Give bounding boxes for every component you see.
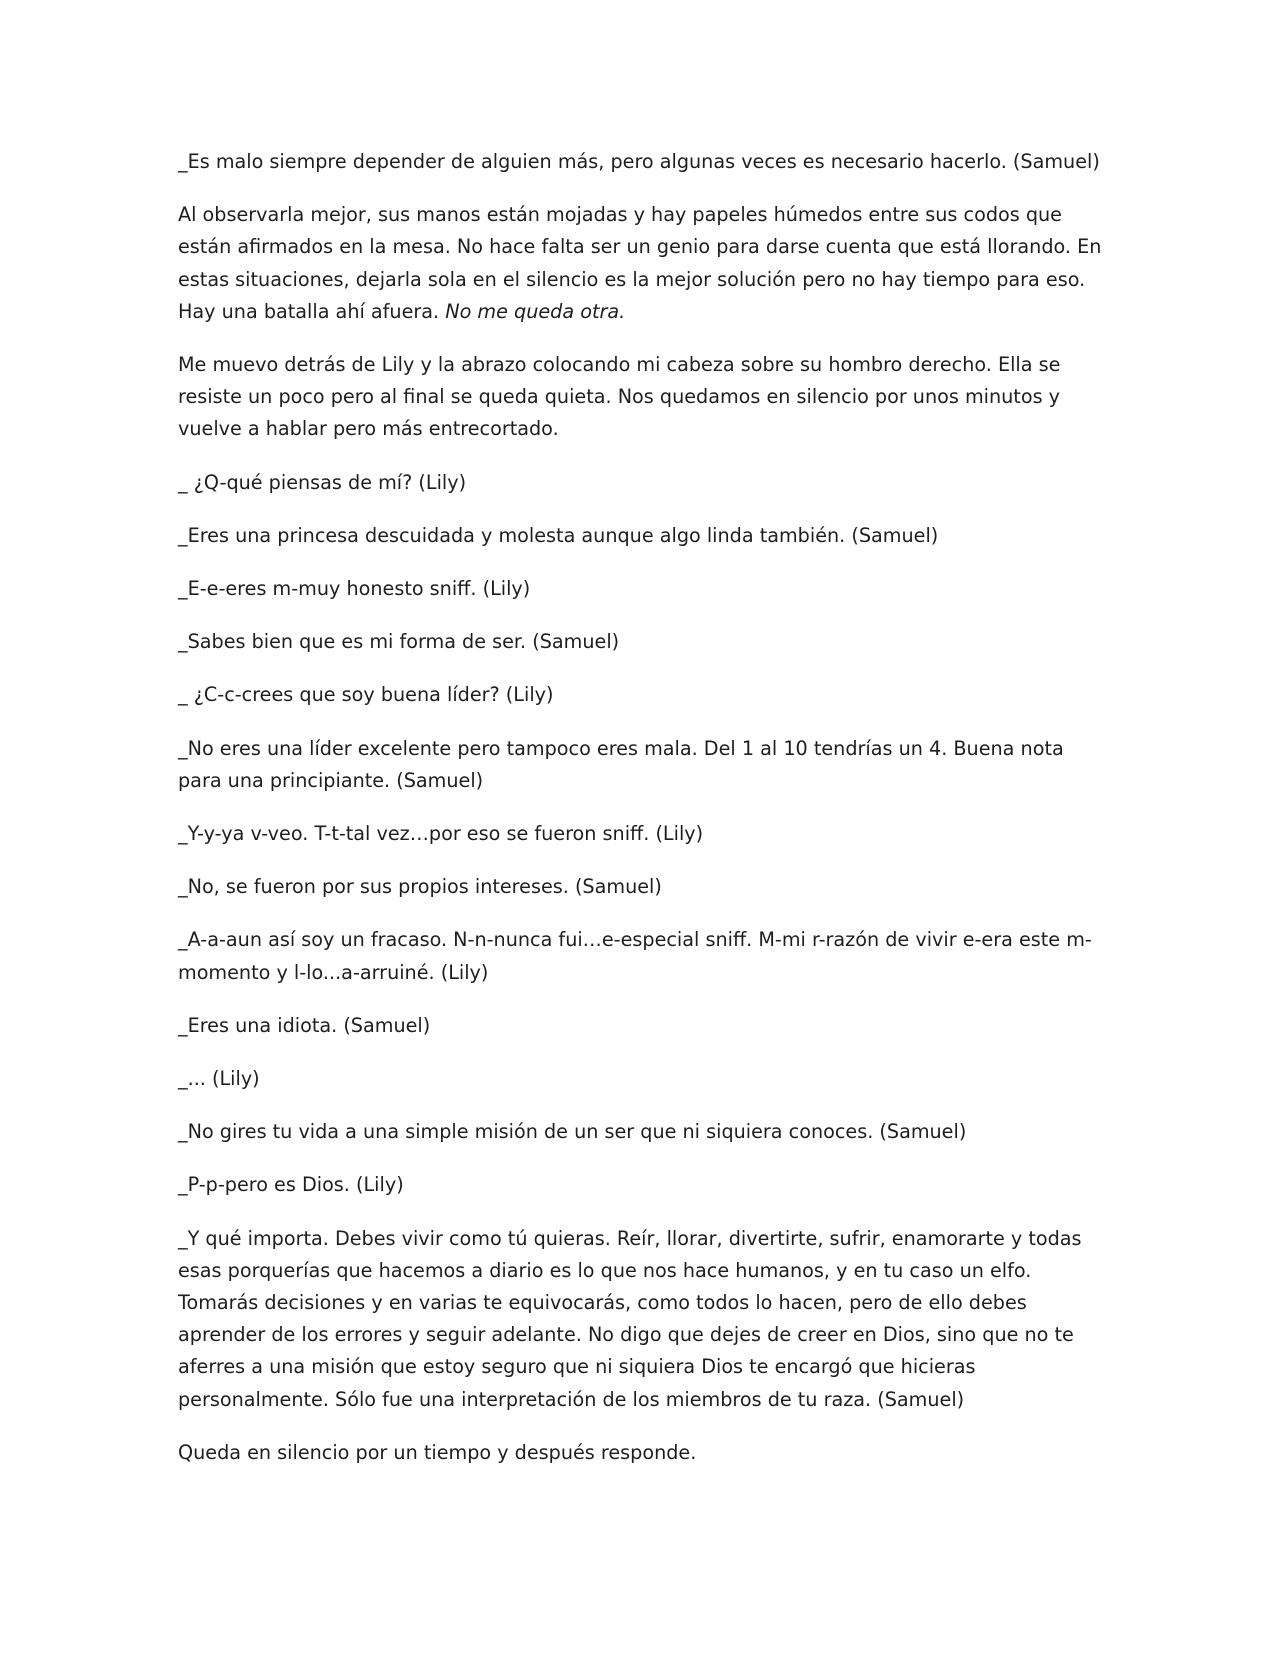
dialogue-line: _Eres una idiota. (Samuel) <box>178 1013 431 1037</box>
paragraph: Queda en silencio por un tiempo y después responde. <box>178 1440 697 1464</box>
dialogue-line: _A-a-aun así soy un fracaso. N-n-nunca fui…e-especial sniff. M-mi r-razón de vivir e-era este m-momento y l-lo...a-arruiné. (Lily) <box>178 928 1092 984</box>
paragraph: Me muevo detrás de Lily y la abrazo colocando mi cabeza sobre su hombro derecho. Ella se resiste un poco pero al final se queda quieta. Nos quedamos en silencio por unos minutos y vuelve a hablar pero más entrecortado. <box>178 353 1061 441</box>
dialogue-line: _Sabes bien que es mi forma de ser. (Samuel) <box>178 630 620 654</box>
dialogue-line: _E-e-eres m-muy honesto sniff. (Lily) <box>178 577 531 601</box>
paragraph: _Es malo siempre depender de alguien más, pero algunas veces es necesario hacerlo. (Samuel) <box>178 150 1100 173</box>
paragraph-text: Al observarla mejor, sus manos están mojadas y hay papeles húmedos entre sus codos que están afirmados en la mesa. No hace falta ser un genio para darse cuenta que está llorando. En estas situaciones, dejarla sola en el silencio es la mejor solución pero no hay tiempo para eso. Hay una batalla ahí afuera. <box>178 203 1102 323</box>
italic-phrase: No me queda otra. <box>445 299 626 323</box>
dialogue-line: _P-p-pero es Dios. (Lily) <box>178 1173 404 1197</box>
dialogue-line: _Y qué importa. Debes vivir como tú quieras. Reír, llorar, divertirte, sufrir, enamorarte y todas esas porquerías que hacemos a diario es lo que nos hace humanos, y en tu caso un elfo. Tomarás decisiones y en varias te equivocarás, como todos lo hacen, pero de ello debes aprender de los errores y seguir adelante. No digo que dejes de creer en Dios, sino que no te aferres a una misión que estoy seguro que ni siquiera Dios te encargó que hicieras personalmente. Sólo fue una interpretación de los miembros de tu raza. (Samuel) <box>178 1226 1082 1411</box>
dialogue-line: _No eres una líder excelente pero tampoco eres mala. Del 1 al 10 tendrías un 4. Buena nota para una principiante. (Samuel) <box>178 736 1064 792</box>
dialogue-line: _ ¿C-c-crees que soy buena líder? (Lily) <box>178 683 554 707</box>
dialogue-line: _Eres una princesa descuidada y molesta aunque algo linda también. (Samuel) <box>178 523 939 547</box>
paragraph <box>178 199 1108 328</box>
dialogue-line: _No gires tu vida a una simple misión de un ser que ni siquiera conoces. (Samuel) <box>178 1120 967 1144</box>
document-body <box>178 146 1108 1490</box>
dialogue-line: _ ¿Q-qué piensas de mí? (Lily) <box>178 470 467 494</box>
dialogue-line: _No, se fueron por sus propios intereses. (Samuel) <box>178 875 662 899</box>
dialogue-line: _Y-y-ya v-veo. T-t-tal vez…por eso se fueron sniff. (Lily) <box>178 822 704 846</box>
dialogue-line: _... (Lily) <box>178 1067 260 1091</box>
